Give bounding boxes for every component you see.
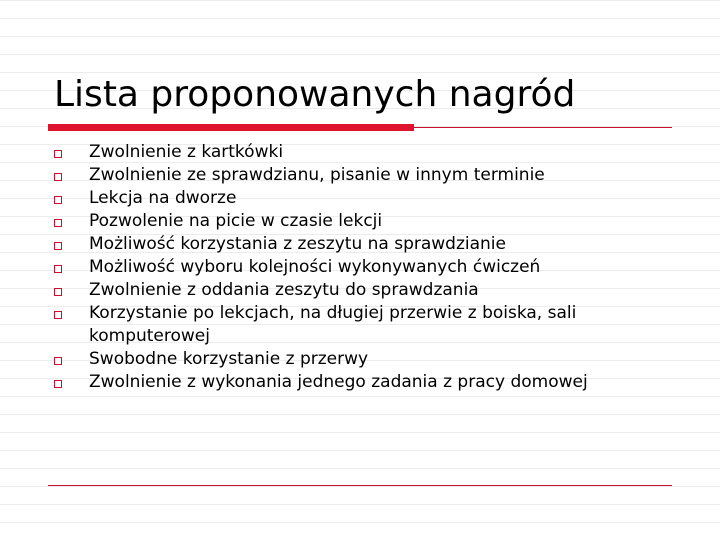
list-item xyxy=(54,233,684,256)
list-item xyxy=(54,279,684,302)
hollow-square-bullet-icon xyxy=(54,150,62,158)
list-item xyxy=(54,187,684,210)
hollow-square-bullet-icon xyxy=(54,173,62,181)
title-underline-accent xyxy=(48,124,414,131)
list-item-text: Możliwość wyboru kolejności wykonywanych ćwiczeń xyxy=(89,257,541,277)
list-item-text: Swobodne korzystanie z przerwy xyxy=(89,349,369,369)
list-item-text: Korzystanie po lekcjach, na długiej przerwie z boiska, sali komputerowej xyxy=(89,303,577,346)
list-item xyxy=(54,348,684,371)
list-item-text: Zwolnienie z wykonania jednego zadania z pracy domowej xyxy=(89,372,588,392)
list-item xyxy=(54,210,684,233)
title-underline xyxy=(48,124,672,134)
slide-title: Lista proponowanych nagród xyxy=(54,74,576,115)
list-item xyxy=(54,302,684,348)
hollow-square-bullet-icon xyxy=(54,265,62,273)
bottom-rule xyxy=(48,485,672,486)
reward-list xyxy=(54,141,684,394)
list-item xyxy=(54,371,684,394)
list-item-text: Możliwość korzystania z zeszytu na sprawdzianie xyxy=(89,234,506,254)
list-item xyxy=(54,164,684,187)
hollow-square-bullet-icon xyxy=(54,219,62,227)
list-item-text: Zwolnienie ze sprawdzianu, pisanie w innym terminie xyxy=(89,165,545,185)
list-item-text: Zwolnienie z kartkówki xyxy=(89,142,284,162)
hollow-square-bullet-icon xyxy=(54,357,62,365)
hollow-square-bullet-icon xyxy=(54,288,62,296)
list-item-text: Zwolnienie z oddania zeszytu do sprawdzania xyxy=(89,280,479,300)
hollow-square-bullet-icon xyxy=(54,196,62,204)
list-item xyxy=(54,256,684,279)
list-item xyxy=(54,141,684,164)
list-item-text: Lekcja na dworze xyxy=(89,188,237,208)
hollow-square-bullet-icon xyxy=(54,380,62,388)
hollow-square-bullet-icon xyxy=(54,311,62,319)
hollow-square-bullet-icon xyxy=(54,242,62,250)
list-item-text: Pozwolenie na picie w czasie lekcji xyxy=(89,211,383,231)
